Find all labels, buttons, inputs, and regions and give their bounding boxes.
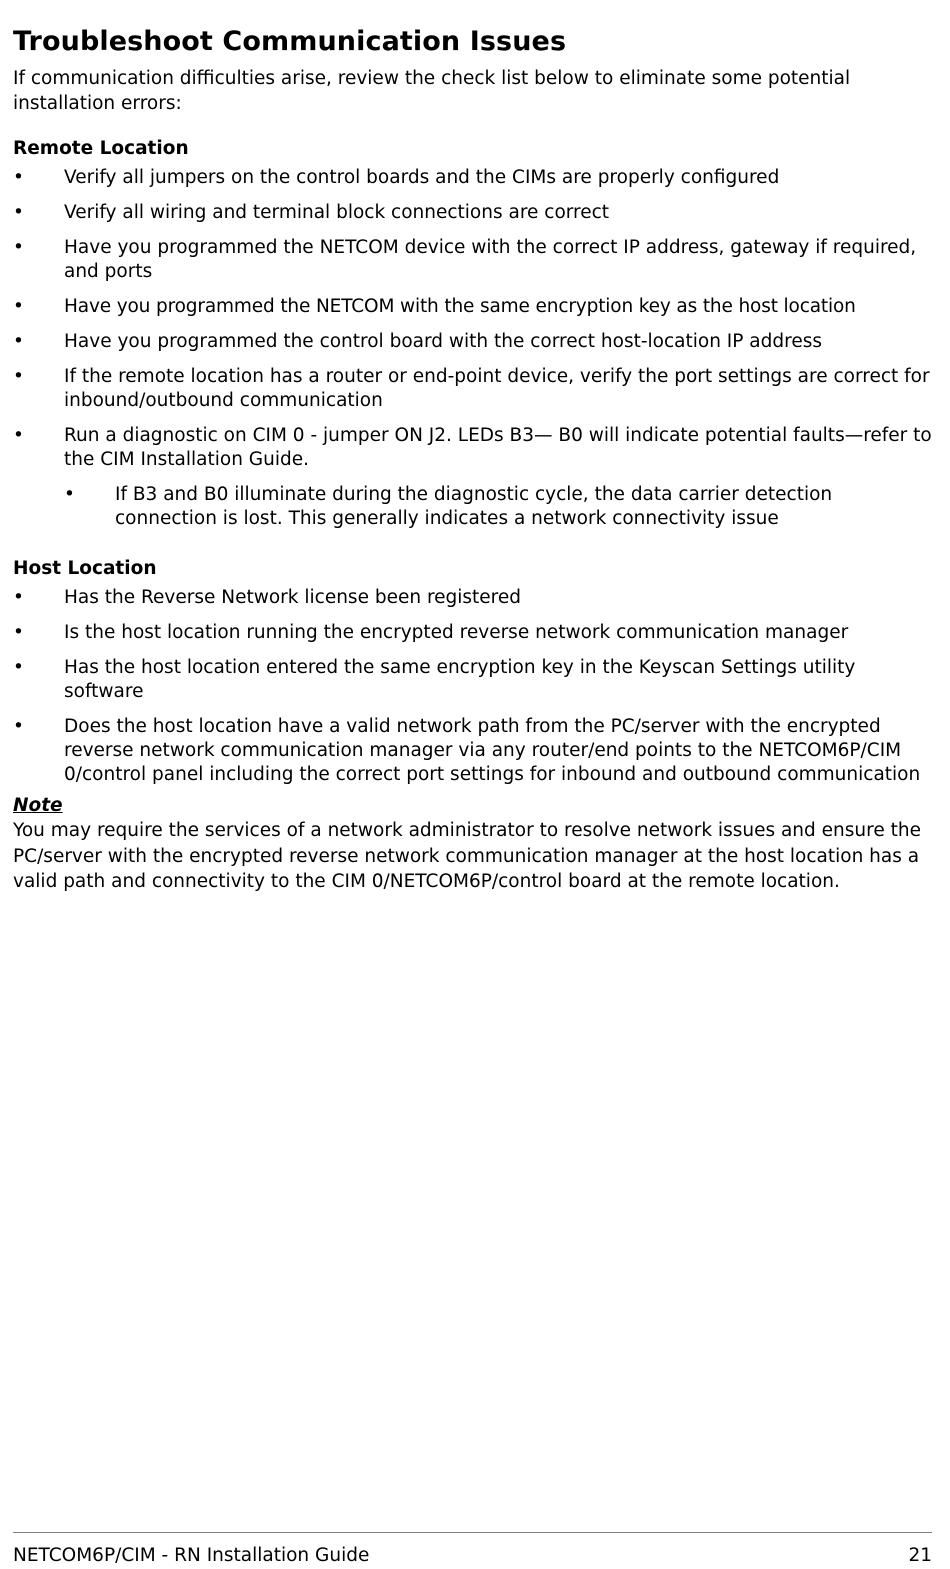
list-item-text: Verify all jumpers on the control boards and the CIMs are properly configured bbox=[64, 167, 780, 188]
list-item-text: Have you programmed the NETCOM device with the correct IP address, gateway if required, and ports bbox=[64, 237, 917, 282]
sub-list-item bbox=[64, 483, 938, 531]
list-item-text: Have you programmed the NETCOM with the same encryption key as the host location bbox=[64, 296, 856, 317]
sub-list-item-text: If B3 and B0 illuminate during the diagnostic cycle, the data carrier detection connection is lost. This generally indicates a network connectivity issue bbox=[115, 484, 833, 529]
bullet-icon: • bbox=[13, 716, 24, 737]
bullet-icon: • bbox=[13, 237, 24, 258]
list-item-text: Has the host location entered the same encryption key in the Keyscan Settings utility software bbox=[64, 657, 856, 702]
list-item bbox=[13, 621, 938, 645]
remote-location-heading: Remote Location bbox=[13, 138, 189, 159]
list-item bbox=[13, 295, 938, 319]
bullet-icon: • bbox=[13, 331, 24, 352]
list-item-text: Run a diagnostic on CIM 0 - jumper ON J2. LEDs B3— B0 will indicate potential faults—refer to the CIM Installation Guide. bbox=[64, 425, 932, 470]
bullet-icon: • bbox=[64, 484, 75, 505]
list-item bbox=[13, 166, 938, 190]
bullet-icon: • bbox=[13, 167, 24, 188]
list-item-text: If the remote location has a router or end-point device, verify the port settings are correct for inbound/outbound communication bbox=[64, 366, 930, 411]
bullet-icon: • bbox=[13, 622, 24, 643]
bullet-icon: • bbox=[13, 296, 24, 317]
bullet-icon: • bbox=[13, 587, 24, 608]
footer-divider bbox=[13, 1532, 932, 1533]
spacer bbox=[13, 542, 938, 556]
list-item bbox=[13, 201, 938, 225]
list-item bbox=[13, 236, 938, 284]
document-page bbox=[13, 24, 938, 895]
footer-guide-title: NETCOM6P/CIM - RN Installation Guide bbox=[13, 1545, 370, 1566]
page-number: 21 bbox=[908, 1545, 932, 1566]
note-heading: Note bbox=[13, 795, 63, 816]
list-item bbox=[13, 586, 938, 610]
page-title: Troubleshoot Communication Issues bbox=[13, 26, 567, 57]
host-location-list bbox=[13, 586, 938, 787]
list-item bbox=[13, 656, 938, 704]
bullet-icon: • bbox=[13, 202, 24, 223]
remote-location-list bbox=[13, 166, 938, 531]
list-item-text: Does the host location have a valid network path from the PC/server with the encrypted reverse network communication manager via any router/end points to the NETCOM6P/CIM 0/control panel including the correct port settings for inbound and outbound communication bbox=[64, 716, 921, 785]
bullet-icon: • bbox=[13, 366, 24, 387]
host-location-heading: Host Location bbox=[13, 558, 157, 579]
intro-paragraph: If communication difficulties arise, review the check list below to eliminate some potential installation errors: bbox=[13, 68, 851, 114]
list-item-text: Have you programmed the control board with the correct host-location IP address bbox=[64, 331, 822, 352]
list-item bbox=[13, 330, 938, 354]
bullet-icon: • bbox=[13, 425, 24, 446]
note-body: You may require the services of a network administrator to resolve network issues and ensure the PC/server with the encrypted reverse network communication manager at the host location has a valid path and connectivity to the CIM 0/NETCOM6P/control board at the remote location. bbox=[13, 820, 921, 892]
sub-list bbox=[64, 483, 938, 531]
list-item-text: Verify all wiring and terminal block connections are correct bbox=[64, 202, 610, 223]
list-item bbox=[13, 424, 938, 531]
list-item bbox=[13, 715, 938, 787]
list-item-text: Is the host location running the encrypted reverse network communication manager bbox=[64, 622, 849, 643]
bullet-icon: • bbox=[13, 657, 24, 678]
list-item bbox=[13, 365, 938, 413]
list-item-text: Has the Reverse Network license been registered bbox=[64, 587, 522, 608]
